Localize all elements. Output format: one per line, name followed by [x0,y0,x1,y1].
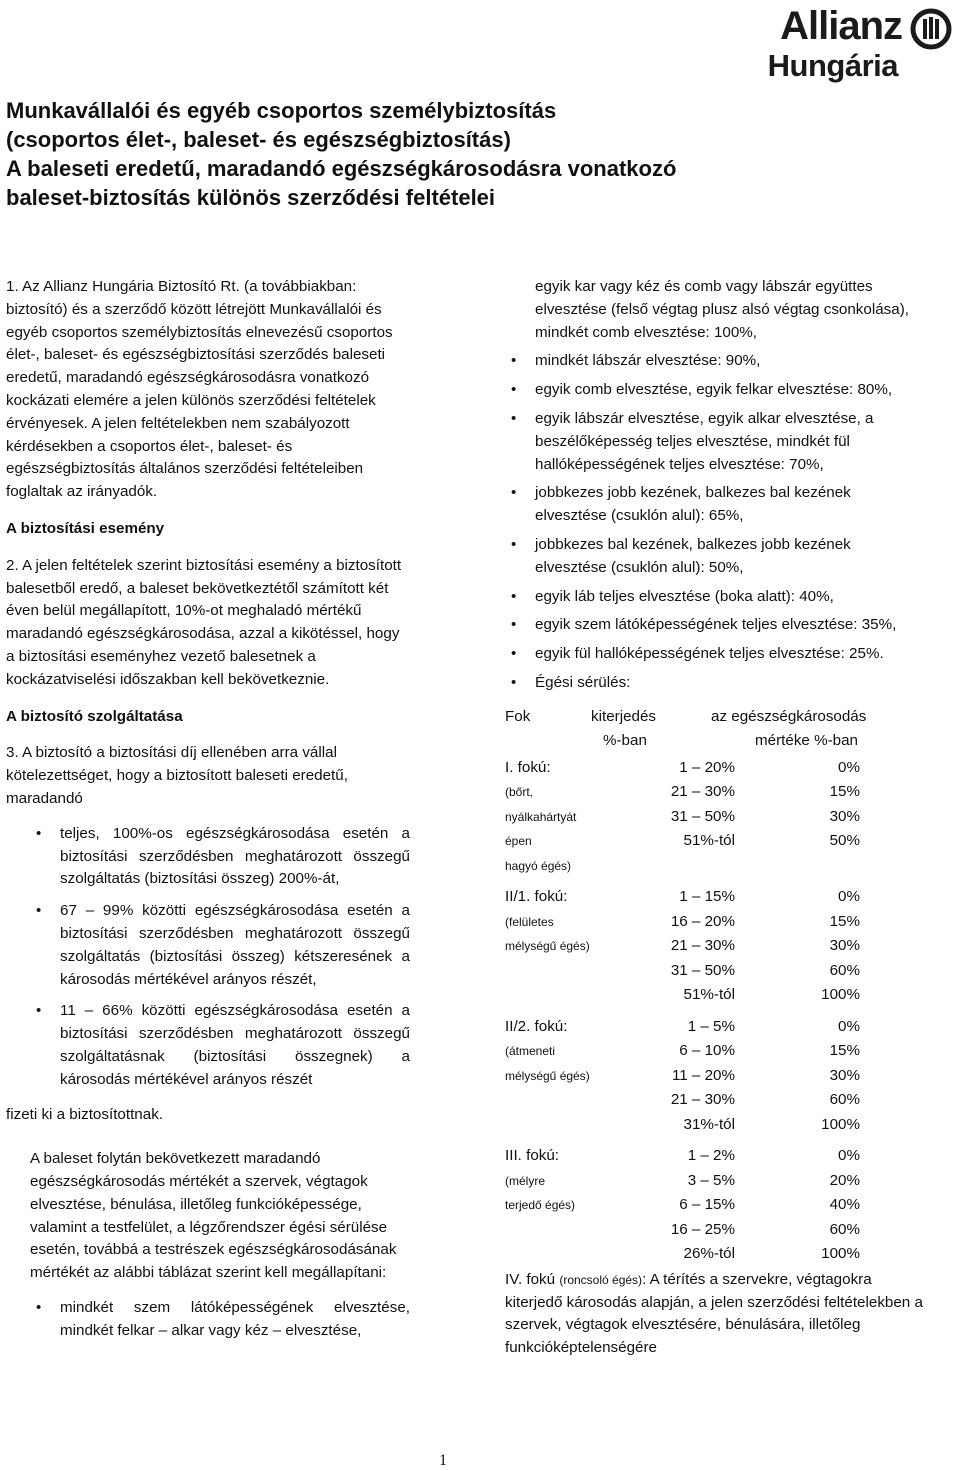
left-column [6,276,410,1355]
logo-wordmark: Allianz [780,4,902,48]
degree-label: mélységű égés) [505,1068,590,1083]
extent-cell: 21 – 30% [670,1091,735,1109]
document-title [6,96,706,212]
burn-degree-group [505,1144,925,1267]
damage-cell: 40% [829,1196,860,1214]
table-row [505,1169,925,1194]
damage-cell: 30% [829,807,860,825]
damage-cell: 0% [838,1017,860,1035]
degree-label: III. fokú: [505,1147,560,1165]
list-item: • teljes, 100%-os egészségkárosodása esetén a biztosítási szerződésben meghatározott összegű szolgáltatás (biztosítási összeg) 200%-át, [60,823,410,891]
clause-4 [6,1148,410,1285]
table-row [505,983,925,1008]
damage-cell: 20% [829,1171,860,1189]
header-damage: az egészségkárosodás [711,707,867,725]
table-row [505,1088,925,1113]
extent-cell: 26%-tól [683,1245,735,1263]
list-item: • jobbkezes jobb kezének, balkezes bal kezének elvesztése (csuklón alul): 65%, [535,482,925,528]
extent-cell: 11 – 20% [671,1066,735,1084]
title-line-3: A baleseti eredetű, maradandó egészségkárosodásra vonatkozó [6,156,677,181]
damage-cell: 0% [838,758,860,776]
degree-iv-text: : A térítés a szervekre, végtagokra kiterjedő károsodás alapján, a jelen szerződési feltételekben a szervek, végtagok elvesztésére, bénulására, illetőleg funkcióképtelenségére [505,1270,923,1357]
damage-cell: 100% [821,1245,860,1263]
extent-cell: 6 – 10% [679,1042,735,1060]
header-damage-unit: mértéke %-ban [755,732,858,750]
burn-degree-group [505,1015,925,1138]
degree-label: mélységű égés) [505,939,590,954]
damage-cell: 15% [829,783,860,801]
damage-cell: 15% [829,912,860,930]
degree-label: (felületes [505,914,554,929]
degree-label: II/2. fokú: [505,1017,568,1035]
title-line-2: (csoportos élet-, baleset- és egészségbiztosítás) [6,127,511,152]
table-row [505,1242,925,1267]
clause-4-list [6,1297,410,1343]
clause-3-list [6,823,410,1092]
extent-cell: 31 – 50% [670,807,735,825]
extent-cell: 21 – 30% [670,783,735,801]
damage-cell: 60% [829,961,860,979]
degree-label: hagyó égés) [505,858,572,873]
list-item: • jobbkezes bal kezének, balkezes jobb kezének elvesztése (csuklón alul): 50%, [535,534,925,580]
extent-cell: 1 – 5% [687,1017,735,1035]
list-item: • egyik szem látóképességének teljes elvesztése: 35%, [535,614,925,637]
clause-3-end: fizeti ki a biztosítottnak. [6,1105,164,1123]
burn-table-body [505,756,925,1267]
table-row [505,885,925,910]
heading-insurer-service: A biztosító szolgáltatása [6,707,183,725]
damage-cell: 60% [829,1091,860,1109]
damage-cell: 50% [829,832,860,850]
clause-4-number [6,1148,30,1171]
header-extent: kiterjedés [591,707,656,725]
damage-cell: 60% [829,1220,860,1238]
degree-label: épen [505,834,532,849]
table-header-row [505,705,925,730]
degree-label: (mélyre [505,1173,546,1188]
header-degree: Fok [505,707,531,725]
burn-degree-group [505,885,925,1008]
list-item: • mindkét szem látóképességének elvesztése, mindkét felkar – alkar vagy kéz – elvesztése, [60,1297,410,1343]
heading-insurance-event: A biztosítási esemény [6,519,165,537]
table-row [505,854,925,879]
extent-cell: 1 – 15% [679,888,735,906]
list-item: • egyik fül hallóképességének teljes elvesztése: 25%. [535,643,925,666]
damage-cell: 30% [829,937,860,955]
table-header-row [505,729,925,754]
damage-cell: 15% [829,1042,860,1060]
degree-label: nyálkahártyát [505,809,577,824]
list-item: • egyik comb elvesztése, egyik felkar elvesztése: 80%, [535,379,925,402]
table-row [505,1015,925,1040]
extent-cell: 51%-tól [683,986,735,1004]
list-item: • egyik lábszár elvesztése, egyik alkar elvesztése, a beszélőképesség teljes elvesztése, mindkét fül hallóképességének teljes elvesztése: 70%, [535,408,925,476]
extent-cell: 16 – 25% [670,1220,735,1238]
degree-iv-label: IV. fokú [505,1270,556,1288]
table-row [505,1064,925,1089]
table-row [505,1113,925,1138]
burn-degree-group [505,756,925,879]
clause-1: 1. Az Allianz Hungária Biztosító Rt. (a továbbiakban: biztosító) és a szerződő között létrejött Munkavállalói és egyéb csoportos személybiztosítás elnevezésű csoportos élet-, baleset- és egészségbiztosítási szerződés baleseti eredetű, maradandó egészségkárosodásra vonatkozó kockázati elemére a jelen különös szerződési feltételek érvényesek. A jelen feltételekben nem szabályozott kérdésekben a csoportos élet-, baleset- és egészségbiztosítás általános szerződési feltételeiben foglaltak az irányadók. [6,278,393,501]
extent-cell: 51%-tól [683,832,735,850]
extent-cell: 1 – 2% [687,1147,735,1165]
degree-label: terjedő égés) [505,1198,576,1213]
title-line-1: Munkavállalói és egyéb csoportos személybiztosítás [6,98,557,123]
allianz-logo [764,4,954,84]
degree-label: (bőrt, [505,785,534,800]
list-item: • mindkét lábszár elvesztése: 90%, [535,350,925,373]
table-row [505,780,925,805]
injury-list [505,350,925,694]
extent-cell: 3 – 5% [687,1171,735,1189]
right-column [505,276,925,1360]
list-continuation: egyik kar vagy kéz és comb vagy lábszár együttes elvesztése (felső végtag plusz alsó végtag csonkolása), mindkét comb elvesztése: 100%, [535,278,909,341]
extent-cell: 6 – 15% [679,1196,735,1214]
extent-cell: 1 – 20% [679,758,735,776]
extent-cell: 21 – 30% [670,937,735,955]
extent-cell: 31%-tól [683,1115,735,1133]
degree-label: I. fokú: [505,758,551,776]
damage-cell: 0% [838,1147,860,1165]
table-row [505,934,925,959]
table-row [505,1193,925,1218]
table-row [505,959,925,984]
damage-cell: 100% [821,1115,860,1133]
allianz-eagle-icon [910,8,952,50]
table-row [505,756,925,781]
logo-subtitle: Hungária [767,48,898,83]
list-item: • 11 – 66% közötti egészségkárosodása esetén a biztosítási szerződésben meghatározott összegű szolgáltatásnak (biztosítási összegnek) a károsodás mértékével arányos részét [60,1000,410,1091]
table-row [505,910,925,935]
degree-iv-paragraph [505,1269,925,1360]
extent-cell: 31 – 50% [670,961,735,979]
degree-iv-note: (roncsoló égés) [559,1272,643,1287]
list-item: • egyik láb teljes elvesztése (boka alatt): 40%, [535,586,925,609]
list-item: • 67 – 99% közötti egészségkárosodása esetén a biztosítási szerződésben meghatározott összegű szolgáltatás (biztosítási összeg) kétszeresének a károsodás mértékével arányos részét, [60,900,410,991]
extent-cell: 16 – 20% [670,912,735,930]
damage-cell: 0% [838,888,860,906]
burn-table [505,705,925,1267]
clause-3: 3. A biztosító a biztosítási díj ellenében arra vállal kötelezettséget, hogy a biztosított baleseti eredetű, maradandó [6,744,348,807]
clause-4-text: A baleset folytán bekövetkezett maradandó egészségkárosodás mértékét a szervek, végtagok elvesztése, bénulása, illetőleg funkcióképessége, valamint a testfelület, a légzőrendszer égési sérülése esetén, továbbá a testrészek egészségkárosodásának mértékét az alábbi táblázat szerint kell megállapítani: [30,1150,397,1282]
table-row [505,805,925,830]
damage-cell: 30% [829,1066,860,1084]
table-row [505,1144,925,1169]
table-row [505,829,925,854]
title-line-4: baleset-biztosítás különös szerződési feltételei [6,185,496,210]
header-extent-unit: %-ban [603,732,647,750]
table-row [505,1218,925,1243]
page-number: 1 [439,1452,447,1469]
list-item: • Égési sérülés: [535,672,925,695]
degree-label: II/1. fokú: [505,888,568,906]
table-row [505,1039,925,1064]
clause-2: 2. A jelen feltételek szerint biztosítási esemény a biztosított balesetből eredő, a baleset bekövetkeztétől számított két éven belül megállapított, 10%-ot meghaladó mértékű maradandó egészségkárosodása, azzal a kikötéssel, hogy a biztosítási eseményhez vezető balesetnek a kockázatviselési időszakban kell bekövetkeznie. [6,556,402,688]
degree-label: (átmeneti [505,1044,556,1059]
damage-cell: 100% [821,986,860,1004]
